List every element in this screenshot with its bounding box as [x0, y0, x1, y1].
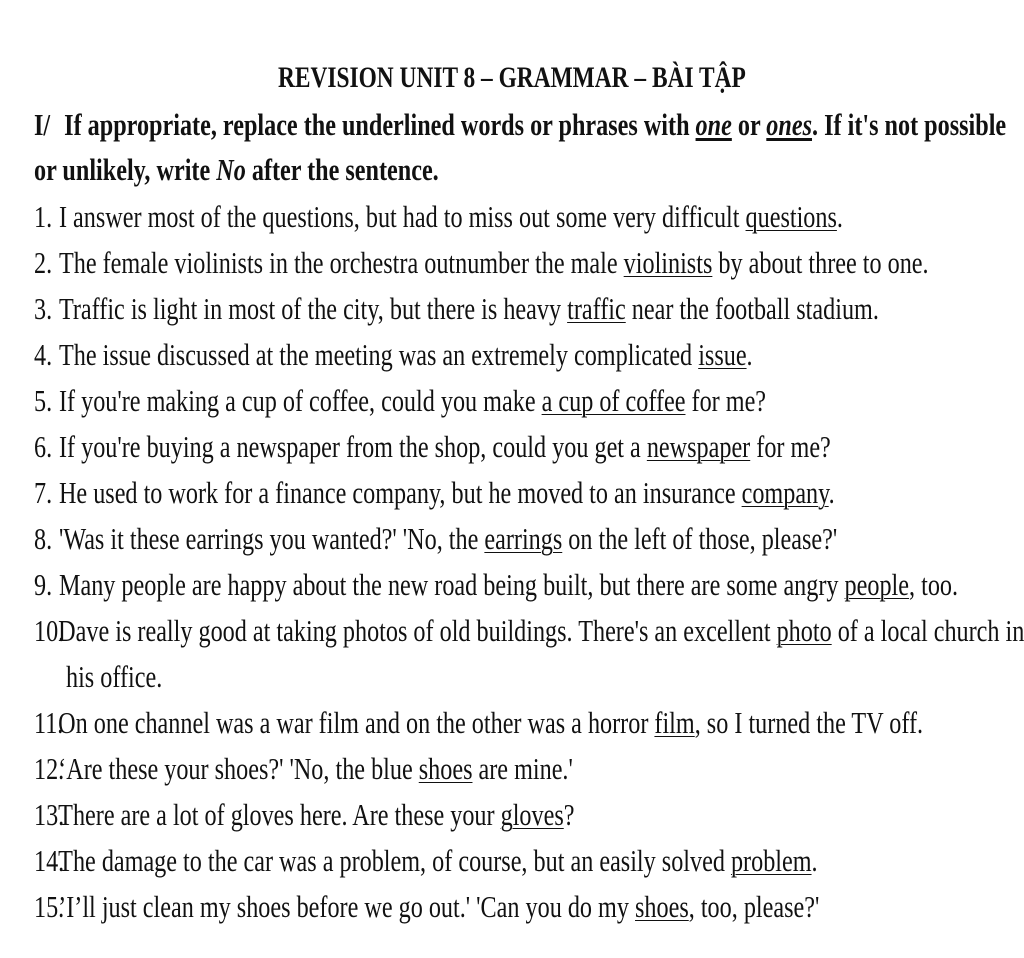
exercise-item: [34, 286, 1024, 332]
sentence-text-after: , so I turned the TV off.: [694, 705, 924, 740]
exercise-sentence: [34, 884, 819, 930]
sentence-text-after: are mine.': [472, 751, 573, 786]
underlined-phrase: traffic: [567, 291, 626, 326]
exercise-number: 9.: [34, 567, 53, 602]
underlined-phrase: questions: [745, 199, 837, 234]
keyword-no: No: [216, 152, 246, 187]
exercise-number: 13.: [34, 797, 65, 832]
exercise-item: [34, 516, 1024, 562]
exercise-sentence: [34, 240, 929, 286]
sentence-text-before: 'Was it these earrings you wanted?' 'No, the: [58, 521, 485, 556]
sentence-text-after: near the football stadium.: [625, 291, 879, 326]
instruction-text-4: after the sentence.: [245, 152, 439, 187]
sentence-text-before: He used to work for a finance company, but he moved to an insurance: [58, 475, 742, 510]
instruction-text-3: or unlikely, write: [34, 152, 217, 187]
sentence-text-after: on the left of those, please?': [562, 521, 838, 556]
underlined-phrase: gloves: [500, 797, 564, 832]
exercise-number: 4.: [34, 337, 53, 372]
exercise-item: [34, 608, 1024, 700]
exercise-item: [34, 378, 1024, 424]
exercise-item: [34, 240, 1024, 286]
exercise-item: [34, 746, 1024, 792]
exercise-sentence: [34, 378, 766, 424]
sentence-text-before: Dave is really good at taking photos of old buildings. There's an excellent: [58, 613, 777, 648]
underlined-phrase: photo: [776, 613, 832, 648]
exercise-item: [34, 194, 1024, 240]
exercise-item: [34, 562, 1024, 608]
exercise-number: 14.: [34, 843, 65, 878]
instruction-line-1: [34, 103, 1024, 147]
underlined-phrase: people: [844, 567, 910, 602]
underlined-phrase: company: [741, 475, 829, 510]
exercise-item: [34, 700, 1024, 746]
exercise-number: 3.: [34, 291, 53, 326]
exercise-sentence: [34, 562, 958, 608]
exercise-number: 6.: [34, 429, 53, 464]
sentence-text-before: I answer most of the questions, but had to miss out some very difficult: [58, 199, 746, 234]
exercise-number: 2.: [34, 245, 53, 280]
sentence-text-after: , too, please?': [688, 889, 820, 924]
instruction-line-2: [34, 148, 553, 192]
exercise-sentence: [34, 700, 923, 746]
exercise-sentence: [34, 332, 753, 378]
sentence-text-after: for me?: [685, 383, 767, 418]
sentence-text-after: , too.: [909, 567, 959, 602]
sentence-text-before: On one channel was a war film and on the other was a horror: [58, 705, 655, 740]
sentence-text-after: of a local church in: [831, 613, 1024, 648]
exercise-item: [34, 470, 1024, 516]
underlined-phrase: a cup of coffee: [541, 383, 686, 418]
exercise-item: [34, 838, 1024, 884]
exercise-sentence: [34, 608, 1024, 654]
underlined-phrase: violinists: [623, 245, 713, 280]
exercise-number: 7.: [34, 475, 53, 510]
exercise-list: [34, 194, 1024, 930]
exercise-number: 5.: [34, 383, 53, 418]
sentence-text-before: The female violinists in the orchestra outnumber the male: [58, 245, 624, 280]
keyword-one: one: [695, 107, 732, 142]
underlined-phrase: problem: [730, 843, 812, 878]
exercise-item: [34, 424, 1024, 470]
exercise-number: 8.: [34, 521, 53, 556]
sentence-text-before: The damage to the car was a problem, of course, but an easily solved: [58, 843, 731, 878]
sentence-text-after: .: [811, 843, 818, 878]
exercise-sentence: [34, 286, 879, 332]
underlined-phrase: shoes: [635, 889, 689, 924]
sentence-text-after: for me?: [750, 429, 831, 464]
sentence-text-after: .: [836, 199, 843, 234]
underlined-phrase: shoes: [418, 751, 473, 786]
exercise-item: [34, 792, 1024, 838]
instruction-text-1: If appropriate, replace the underlined words or phrases with: [64, 107, 696, 142]
worksheet-title: [0, 58, 1024, 98]
exercise-sentence: [34, 424, 831, 470]
underlined-phrase: issue: [698, 337, 747, 372]
sentence-text-before: Many people are happy about the new road being built, but there are some angry: [58, 567, 845, 602]
exercise-sentence: [34, 746, 573, 792]
sentence-text-before: Traffic is light in most of the city, but there is heavy: [58, 291, 568, 326]
exercise-sentence: [34, 470, 835, 516]
underlined-phrase: newspaper: [646, 429, 751, 464]
sentence-text-after: .: [828, 475, 835, 510]
title-text: REVISION UNIT 8 – GRAMMAR – BÀI TẬP: [278, 61, 746, 94]
exercise-item: [34, 884, 1024, 930]
instruction-text-2: . If it's not possible: [812, 107, 1007, 142]
underlined-phrase: earrings: [484, 521, 563, 556]
exercise-sentence: [34, 194, 843, 240]
exercise-sentence: [34, 516, 837, 562]
sentence-text-after: by about three to one.: [712, 245, 929, 280]
sentence-text-after: .: [746, 337, 753, 372]
exercise-sentence: [34, 838, 818, 884]
sentence-text-before: There are a lot of gloves here. Are these your: [58, 797, 501, 832]
keyword-ones: ones: [766, 107, 813, 142]
sentence-text-before: If you're making a cup of coffee, could you make: [58, 383, 542, 418]
exercise-number: 10.: [34, 613, 65, 648]
sentence-continuation: his office.: [66, 659, 163, 694]
sentence-text-before: ’I’ll just clean my shoes before we go out.' 'Can you do my: [58, 889, 636, 924]
exercise-item: [34, 332, 1024, 378]
sentence-text-before: The issue discussed at the meeting was an extremely complicated: [58, 337, 699, 372]
sentence-text-before: If you're buying a newspaper from the shop, could you get a: [58, 429, 647, 464]
section-number: I/: [34, 107, 51, 142]
sentence-text-after: ?: [563, 797, 575, 832]
exercise-number: 15.: [34, 889, 65, 924]
exercise-number: 1.: [34, 199, 53, 234]
underlined-phrase: film: [654, 705, 695, 740]
exercise-number: 11.: [34, 705, 64, 740]
exercise-sentence: [34, 792, 574, 838]
sentence-text-before: ‘Are these your shoes?' 'No, the blue: [58, 751, 419, 786]
exercise-number: 12.: [34, 751, 65, 786]
instruction-or: or: [731, 107, 767, 142]
